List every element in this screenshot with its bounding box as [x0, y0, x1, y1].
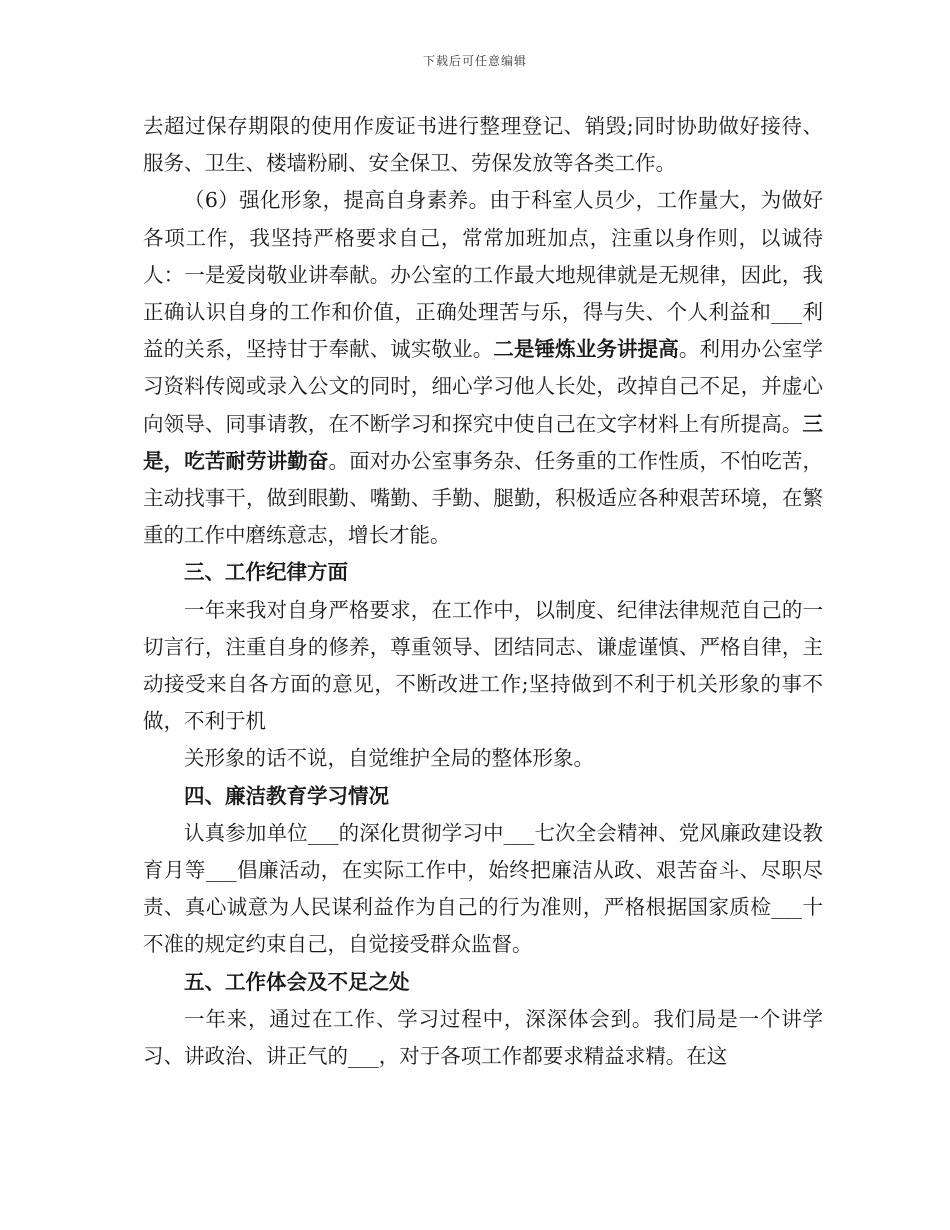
page-header-note: 下载后可任意编辑 — [422, 54, 527, 68]
section-heading-experience: 五、工作体会及不足之处 — [184, 969, 410, 994]
paragraph-experience: 一年来，通过在工作、学习过程中，深深体会到。我们局是一个讲学习、讲政治、讲正气的___，对于各项工作都要求精益求精。在这 — [143, 1006, 823, 1069]
paragraph-integrity: 认真参加单位___的深化贯彻学习中___七次全会精神、党风廉政建设教育月等___倡廉活动，在实际工作中，始终把廉洁从政、艰苦奋斗、尽职尽责、真心诚意为人民谋利益作为自己的行为准则，严格根据国家质检___十不准的规定约束自己，自觉接受群众监督。 — [143, 820, 823, 957]
paragraph-discipline: 一年来我对自身严格要求，在工作中，以制度、纪律法律规范自己的一切言行，注重自身的修养，尊重领导、团结同志、谦虚谨慎、严格自律，主动接受来自各方面的意见，不断改进工作;坚持做到不利于机关形象的事不做，不利于机 — [143, 597, 823, 734]
paragraph-text: 。利用办公室学习资料传阅或录入公文的同时，细心学习他人长处，改掉自己不足，并虚心向领导、同事请教，在不断学习和探究中使自己在文字材料上有所提高。 — [143, 337, 823, 436]
paragraph-text: （6）强化形象，提高自身素养。由于科室人员少，工作量大，为做好各项工作，我坚持严格要求自己，常常加班加点，注重以身作则，以诚待人：一是爱岗敬业讲奉献。办公室的工作最大地规律就是无规律，因此，我正确认识自身的工作和价值，正确处理苦与乐，得与失、个人利益和___利益的关系，坚持甘于奉献、诚实敬业。 — [143, 188, 823, 362]
document-body — [143, 108, 823, 1075]
paragraph-text: 。面对办公室事务杂、任务重的工作性质，不怕吃苦，主动找事干，做到眼勤、嘴勤、手勤、腿勤，积极适应各种艰苦环境，在繁重的工作中磨练意志，增长才能。 — [143, 448, 823, 548]
paragraph-image-quality — [143, 182, 823, 554]
bold-point-three: 三是，吃苦耐劳讲勤奋 — [143, 411, 823, 473]
section-heading-discipline: 三、工作纪律方面 — [184, 560, 348, 585]
paragraph-continuation: 去超过保存期限的使用作废证书进行整理登记、销毁;同时协助做好接待、服务、卫生、楼墙粉刷、安全保卫、劳保发放等各类工作。 — [143, 114, 823, 176]
paragraph-discipline-continued: 关形象的话不说，自觉维护全局的整体形象。 — [184, 746, 594, 771]
bold-point-two: 二是锤炼业务讲提高 — [493, 337, 679, 362]
section-heading-integrity: 四、廉洁教育学习情况 — [184, 783, 389, 808]
